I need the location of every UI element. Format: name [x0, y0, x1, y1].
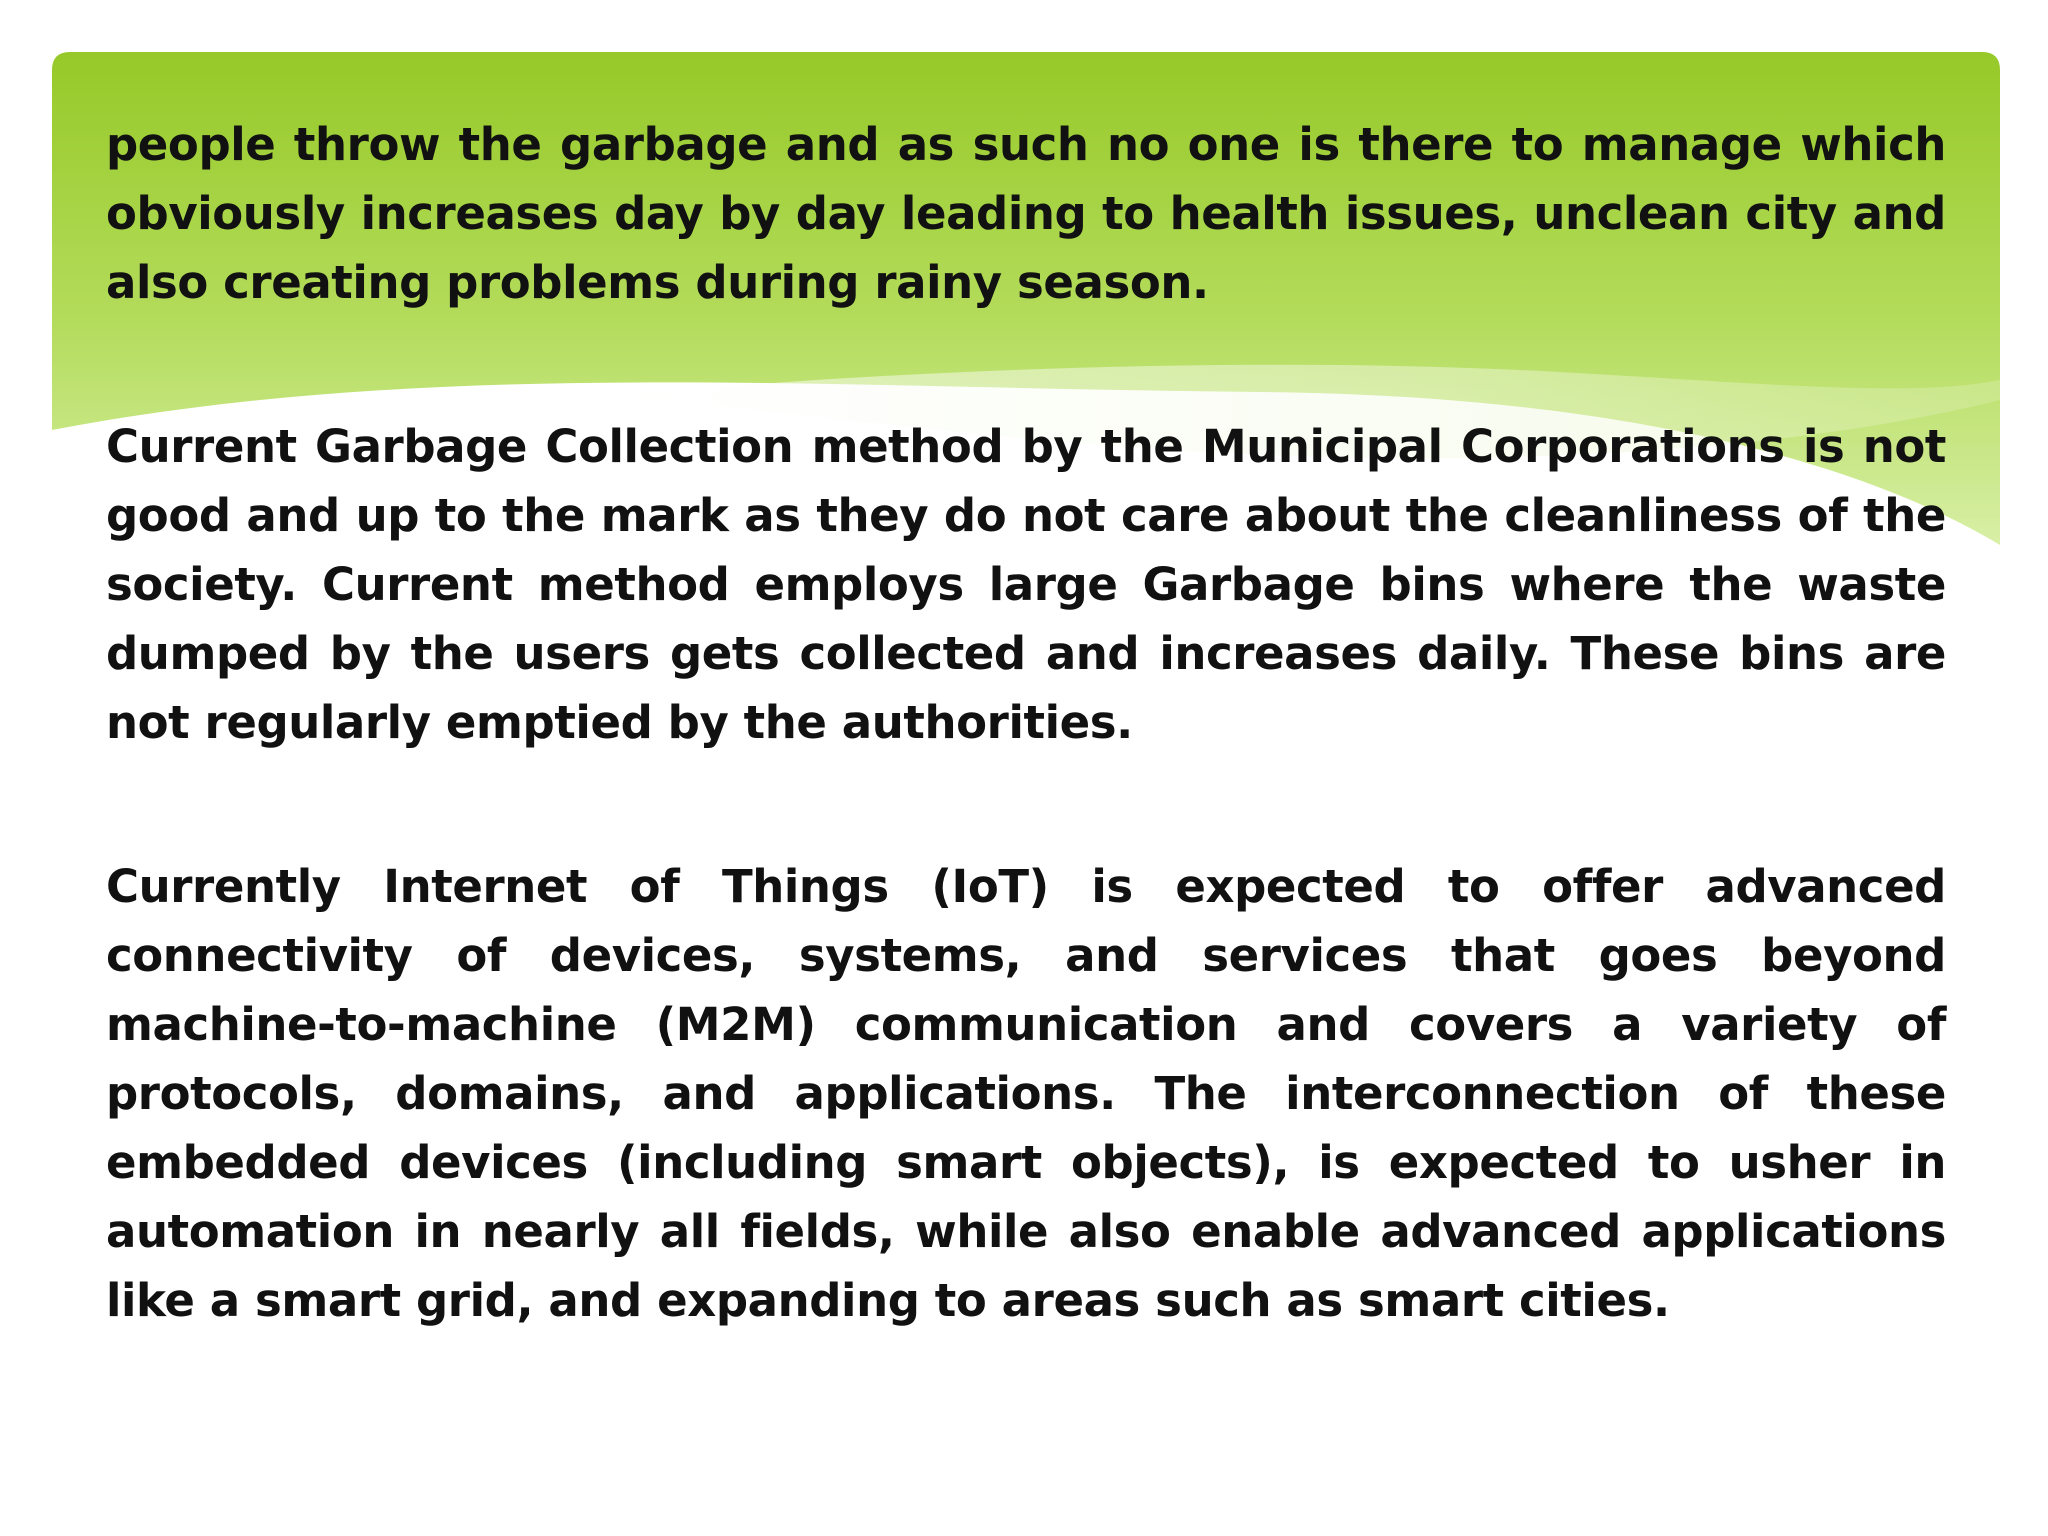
paragraph-garbage-problem: people throw the garbage and as such no one is there to manage which obviously increases day by day leading to health issues, unclean city and also creating problems during rainy season. — [106, 118, 1946, 309]
paragraph-iot-overview: Currently Internet of Things (IoT) is expected to offer advanced connectivity of devices, systems, and services that goes beyond machine-to-machine (M2M) communication and covers a variety of protocols, domains, and applications. The interconnection of these embedded devices (including smart objects), is expected to usher in automation in nearly all fields, while also enable advanced applications like a smart grid, and expanding to areas such as smart cities. — [106, 860, 1946, 1327]
slide-body — [106, 110, 1946, 1335]
paragraph-current-collection-method: Current Garbage Collection method by the Municipal Corporations is not good and up to the mark as they do not care about the cleanliness of the society. Current method employs large Garbage bins where the waste dumped by the users gets collected and increases daily. These bins are not regularly emptied by the authorities. — [106, 420, 1946, 749]
